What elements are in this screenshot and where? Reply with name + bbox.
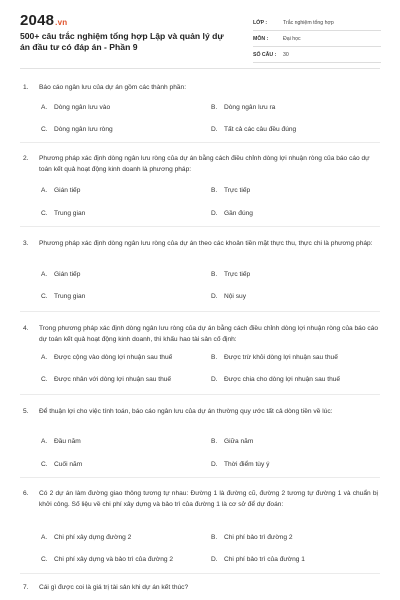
question-divider: [20, 477, 380, 478]
option-letter: B.: [211, 271, 218, 278]
option-letter: B.: [211, 354, 218, 361]
question-text: Phương pháp xác định dòng ngân lưu ròng của dự án theo các khoản tiền mặt thực thu, thực chi là phương pháp:: [39, 240, 373, 247]
meta-row-subject: [253, 31, 381, 47]
option-text: Giữa năm: [224, 438, 254, 445]
option-c[interactable]: [41, 126, 113, 133]
option-letter: C.: [41, 126, 48, 133]
option-letter: C.: [41, 210, 48, 217]
page-header: [0, 0, 400, 66]
option-text: Dòng ngân lưu ròng: [54, 126, 113, 133]
question-number: 7.: [23, 584, 29, 591]
option-letter: D.: [211, 376, 218, 383]
option-d[interactable]: [211, 556, 305, 563]
option-a[interactable]: [41, 271, 80, 278]
option-letter: D.: [211, 293, 218, 300]
option-d[interactable]: [211, 376, 340, 383]
option-text: Gián tiếp: [54, 187, 81, 194]
question-divider: [20, 573, 380, 574]
option-text: Được chia cho dòng lợi nhuận sau thuế: [224, 376, 341, 383]
option-text: Trung gian: [54, 210, 86, 217]
option-letter: D.: [211, 461, 218, 468]
option-letter: A.: [41, 534, 48, 541]
option-text: Thời điểm tùy ý: [224, 461, 270, 468]
option-d[interactable]: [211, 293, 246, 300]
option-text: Tất cả các câu đều đúng: [224, 126, 297, 133]
option-letter: C.: [41, 376, 48, 383]
question-number: 5.: [23, 408, 29, 415]
question-number: 2.: [23, 155, 29, 162]
option-a[interactable]: [41, 104, 110, 111]
option-b[interactable]: [211, 271, 250, 278]
question-divider: [20, 394, 380, 395]
option-c[interactable]: [41, 461, 82, 468]
header-divider: [20, 68, 380, 69]
question-text: Phương pháp xác định dòng ngân lưu ròng của dự án bằng cách điều chỉnh dòng lợi nhuận ròng của báo cáo dự toán kết quả hoạt động kinh doanh là phương pháp:: [39, 155, 370, 173]
question-number: 6.: [23, 490, 29, 497]
question-text: Báo cáo ngân lưu của dự án gồm các thành phần:: [39, 84, 187, 91]
option-a[interactable]: [41, 187, 80, 194]
option-text: Chi phí xây dựng đường 2: [54, 534, 132, 541]
question-text: Cái gì được coi là giá trị tài sản khi dự án kết thúc?: [39, 584, 189, 591]
logo-suffix: .vn: [55, 18, 68, 27]
option-letter: A.: [41, 104, 48, 111]
question-number: 3.: [23, 240, 29, 247]
site-logo[interactable]: [20, 12, 67, 29]
meta-key: SỐ CÂU :: [253, 51, 277, 58]
option-letter: D.: [211, 126, 218, 133]
option-letter: B.: [211, 534, 218, 541]
option-letter: C.: [41, 556, 48, 563]
option-text: Được cộng vào dòng lợi nhuận sau thuế: [54, 354, 173, 361]
option-text: Trực tiếp: [224, 271, 251, 278]
option-b[interactable]: [211, 104, 275, 111]
document-title: 500+ câu trắc nghiệm tổng hợp Lập và quản lý dự án đầu tư có đáp án - Phần 9: [20, 31, 224, 52]
option-text: Chi phí xây dựng và bảo trì của đường 2: [54, 556, 174, 563]
question-number: 4.: [23, 325, 29, 332]
option-text: Được nhân với dòng lợi nhuận sau thuế: [54, 376, 172, 383]
option-text: Cuối năm: [54, 461, 83, 468]
option-a[interactable]: [41, 534, 131, 541]
option-b[interactable]: [211, 187, 250, 194]
question-divider: [20, 226, 380, 227]
option-c[interactable]: [41, 376, 171, 383]
logo-text: 2048: [20, 12, 55, 29]
option-a[interactable]: [41, 354, 172, 361]
option-letter: C.: [41, 461, 48, 468]
option-d[interactable]: [211, 210, 253, 217]
option-text: Chi phí bảo trì đường 2: [224, 534, 293, 541]
option-b[interactable]: [211, 438, 253, 445]
question-text: Để thuận lợi cho việc tính toán, báo cáo ngân lưu của dự án thường quy ước tất cả dòng tiền về lúc:: [39, 408, 333, 415]
option-text: Gần đúng: [224, 210, 253, 217]
meta-row-class: [253, 15, 381, 31]
option-text: Gián tiếp: [54, 271, 81, 278]
option-letter: A.: [41, 354, 48, 361]
option-b[interactable]: [211, 534, 293, 541]
option-c[interactable]: [41, 556, 173, 563]
question-text: Trong phương pháp xác định dòng ngân lưu ròng của dự án bằng cách điều chỉnh dòng lợi nhuận ròng của báo cáo dự toán kết quả hoạt động kinh doanh, thì khấu hao tài sản cố định:: [39, 325, 378, 343]
question-divider: [20, 142, 380, 143]
option-c[interactable]: [41, 293, 85, 300]
option-text: Dòng ngân lưu ra: [224, 104, 276, 111]
option-letter: D.: [211, 556, 218, 563]
option-letter: C.: [41, 293, 48, 300]
question-number: 1.: [23, 84, 29, 91]
option-a[interactable]: [41, 438, 81, 445]
option-letter: B.: [211, 104, 218, 111]
meta-key: MÔN :: [253, 35, 269, 42]
option-b[interactable]: [211, 354, 338, 361]
option-c[interactable]: [41, 210, 85, 217]
meta-value: Đại học: [283, 35, 301, 42]
question-text: Có 2 dự án làm đường giao thông tương tự nhau: Đường 1 là đường cũ, đường 2 tương tự đường 1 và chuẩn bị khởi công. Số liệu về chi phí xây dựng và bảo trì của đường 1 là cơ sở để dự đoán:: [39, 490, 378, 508]
question-divider: [20, 311, 380, 312]
option-text: Trực tiếp: [224, 187, 251, 194]
document-meta: [253, 15, 381, 63]
option-text: Đầu năm: [54, 438, 81, 445]
option-d[interactable]: [211, 126, 296, 133]
option-letter: B.: [211, 438, 218, 445]
option-text: Nội suy: [224, 293, 246, 300]
meta-row-count: [253, 47, 381, 63]
option-letter: B.: [211, 187, 218, 194]
meta-value: Trắc nghiệm tổng hợp: [283, 19, 334, 26]
option-text: Chi phí bảo trì của đường 1: [224, 556, 305, 563]
option-letter: A.: [41, 187, 48, 194]
option-letter: D.: [211, 210, 218, 217]
option-text: Được trừ khỏi dòng lợi nhuận sau thuế: [224, 354, 338, 361]
meta-value: 30: [283, 51, 289, 58]
option-letter: A.: [41, 438, 48, 445]
option-letter: A.: [41, 271, 48, 278]
meta-key: LỚP :: [253, 19, 268, 26]
option-text: Trung gian: [54, 293, 86, 300]
option-d[interactable]: [211, 461, 269, 468]
option-text: Dòng ngân lưu vào: [54, 104, 111, 111]
